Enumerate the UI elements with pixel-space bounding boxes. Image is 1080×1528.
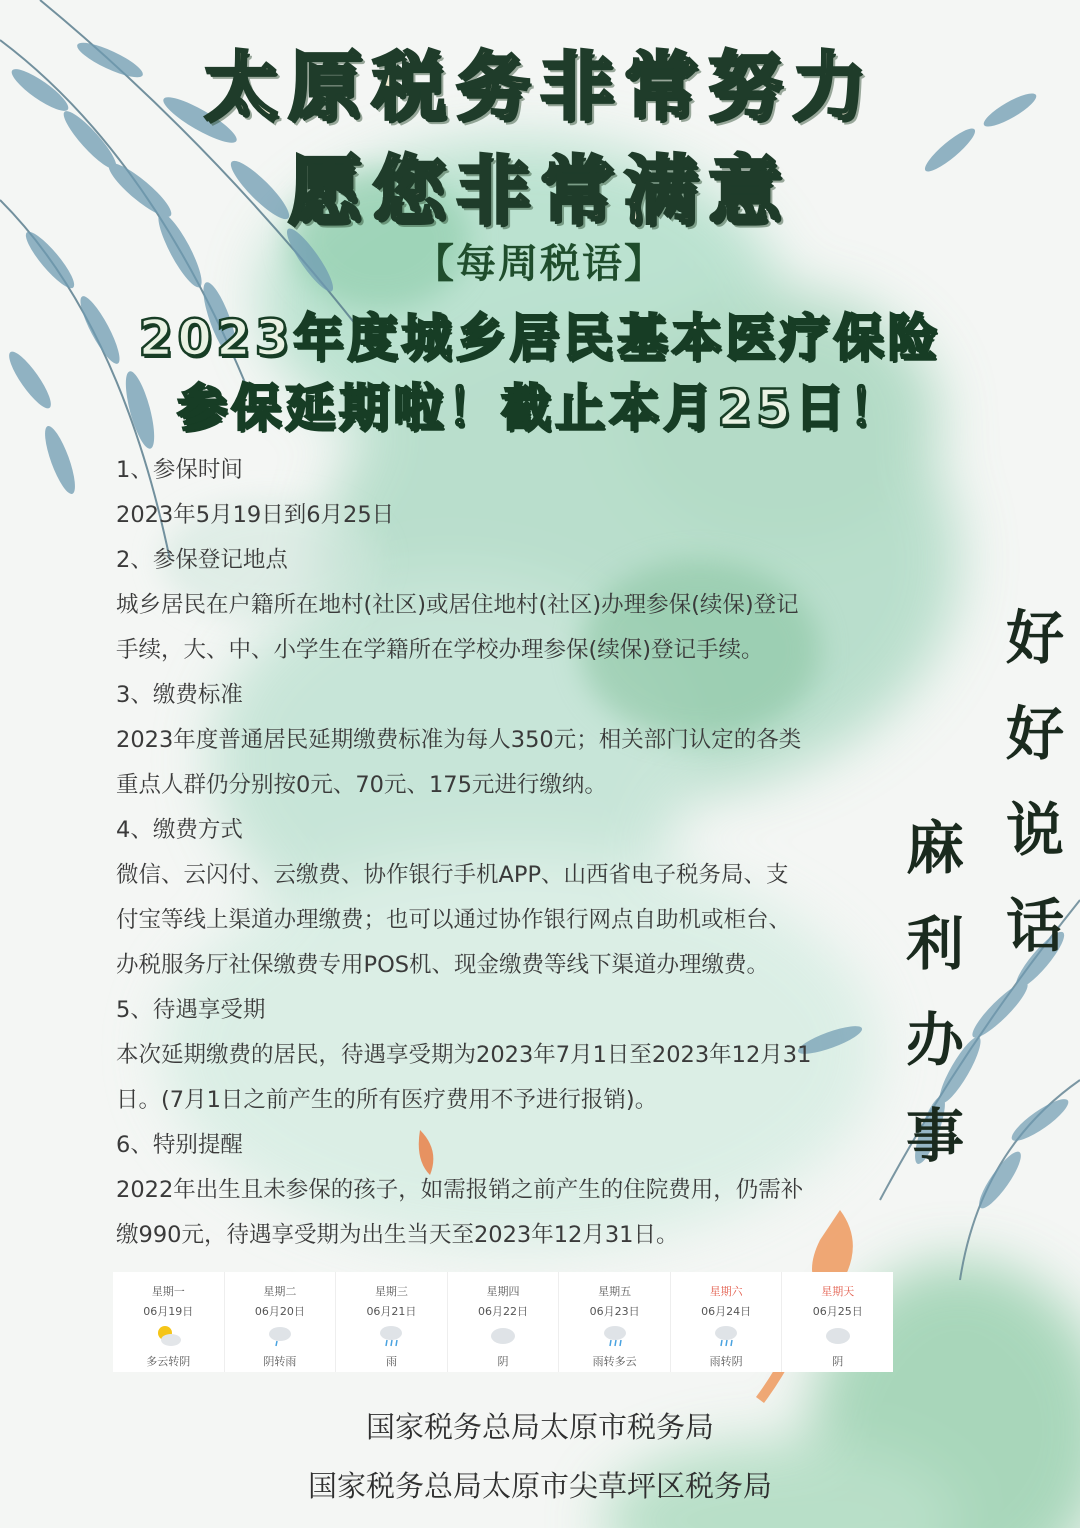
body-line: 手续，大、中、小学生在学籍所在学校办理参保(续保)登记手续。 xyxy=(116,637,764,663)
body-line: 2022年出生且未参保的孩子，如需报销之前产生的住院费用，仍需补 xyxy=(116,1177,804,1203)
weather-day xyxy=(113,1272,225,1372)
weather-weekday: 星期五 xyxy=(598,1285,632,1298)
calligraphy-char: 办 xyxy=(905,1006,964,1074)
weekly-tag: 【每周税语】 xyxy=(414,241,666,287)
weather-date: 06月22日 xyxy=(478,1305,529,1318)
issuer-municipal-bureau: 国家税务总局太原市税务局 xyxy=(365,1410,714,1444)
body-line: 付宝等线上渠道办理缴费；也可以通过协作银行网点自助机或柜台、 xyxy=(116,907,792,933)
cloud-rain-icon xyxy=(266,1322,294,1348)
calligraphy-char: 事 xyxy=(905,1102,964,1170)
weather-weekday: 星期天 xyxy=(821,1285,855,1298)
weather-day xyxy=(559,1272,671,1372)
body-line: 2023年5月19日到6月25日 xyxy=(116,502,395,528)
weather-condition: 阴 xyxy=(832,1355,844,1368)
body-line: 微信、云闪付、云缴费、协作银行手机APP、山西省电子税务局、支 xyxy=(116,862,789,888)
body-line: 2023年度普通居民延期缴费标准为每人350元；相关部门认定的各类 xyxy=(116,727,802,753)
body-line: 日。(7月1日之前产生的所有医疗费用不予进行报销)。 xyxy=(116,1087,658,1113)
notice-body xyxy=(116,448,886,1258)
weather-day xyxy=(782,1272,893,1372)
weather-date: 06月20日 xyxy=(254,1305,305,1318)
weather-date: 06月19日 xyxy=(143,1305,194,1318)
weather-condition: 雨转阴 xyxy=(709,1355,743,1368)
body-line: 城乡居民在户籍所在地村(社区)或居住地村(社区)办理参保(续保)登记 xyxy=(116,592,799,618)
weather-condition: 阴转雨 xyxy=(263,1355,297,1368)
notice-title-line-2: 参保延期啦！截止本月25日！ xyxy=(177,379,903,437)
section-heading-payment: 4、缴费方式 xyxy=(116,817,243,843)
weather-day xyxy=(336,1272,448,1372)
weather-condition: 雨转多云 xyxy=(592,1355,637,1368)
body-line: 办税服务厅社保缴费专用POS机、现金缴费等线下渠道办理缴费。 xyxy=(116,952,770,978)
cloud-icon xyxy=(824,1322,852,1348)
section-heading-reminder: 6、特别提醒 xyxy=(116,1132,243,1158)
calligraphy-char: 好 xyxy=(1005,700,1064,768)
notice-title-line-1: 2023年度城乡居民基本医疗保险 xyxy=(138,309,942,367)
partly-cloudy-icon xyxy=(154,1322,182,1348)
calligraphy-char: 说 xyxy=(1005,796,1064,864)
weather-date: 06月24日 xyxy=(701,1305,752,1318)
body-line: 重点人群仍分别按0元、70元、175元进行缴纳。 xyxy=(116,772,607,798)
weather-condition: 阴 xyxy=(497,1355,509,1368)
weather-date: 06月21日 xyxy=(366,1305,417,1318)
cloud-icon xyxy=(489,1322,517,1348)
rain-icon xyxy=(712,1322,740,1348)
section-heading-benefit: 5、待遇享受期 xyxy=(116,997,266,1023)
calligraphy-char: 麻 xyxy=(905,814,964,882)
issuer-district-bureau: 国家税务总局太原市尖草坪区税务局 xyxy=(307,1469,772,1503)
weather-weekday: 星期一 xyxy=(151,1285,185,1298)
vertical-slogan-speak-well xyxy=(1000,590,1070,974)
slogan-line-1: 太原税务非常努力 xyxy=(204,44,876,130)
calligraphy-char: 利 xyxy=(905,910,964,978)
section-heading-location: 2、参保登记地点 xyxy=(116,547,288,573)
weather-date: 06月25日 xyxy=(812,1305,863,1318)
slogan-line-2: 愿您非常满意 xyxy=(288,148,792,234)
body-line: 缴990元，待遇享受期为出生当天至2023年12月31日。 xyxy=(116,1222,679,1248)
weather-day xyxy=(671,1272,783,1372)
weather-weekday: 星期二 xyxy=(263,1285,297,1298)
rain-icon xyxy=(377,1322,405,1348)
vertical-slogan-act-efficiently xyxy=(900,800,970,1184)
weather-forecast-strip xyxy=(113,1272,893,1372)
calligraphy-char: 好 xyxy=(1005,604,1064,672)
weather-day xyxy=(448,1272,560,1372)
body-line: 本次延期缴费的居民，待遇享受期为2023年7月1日至2023年12月31 xyxy=(116,1042,812,1068)
rain-icon xyxy=(601,1322,629,1348)
weather-weekday: 星期四 xyxy=(486,1285,520,1298)
calligraphy-char: 话 xyxy=(1005,892,1064,960)
weather-weekday: 星期六 xyxy=(709,1285,743,1298)
section-heading-standard: 3、缴费标准 xyxy=(116,682,243,708)
weather-day xyxy=(225,1272,337,1372)
section-heading-time: 1、参保时间 xyxy=(116,457,243,483)
weather-condition: 多云转阴 xyxy=(146,1355,191,1368)
weather-date: 06月23日 xyxy=(589,1305,640,1318)
weather-condition: 雨 xyxy=(385,1355,397,1368)
weather-weekday: 星期三 xyxy=(374,1285,408,1298)
